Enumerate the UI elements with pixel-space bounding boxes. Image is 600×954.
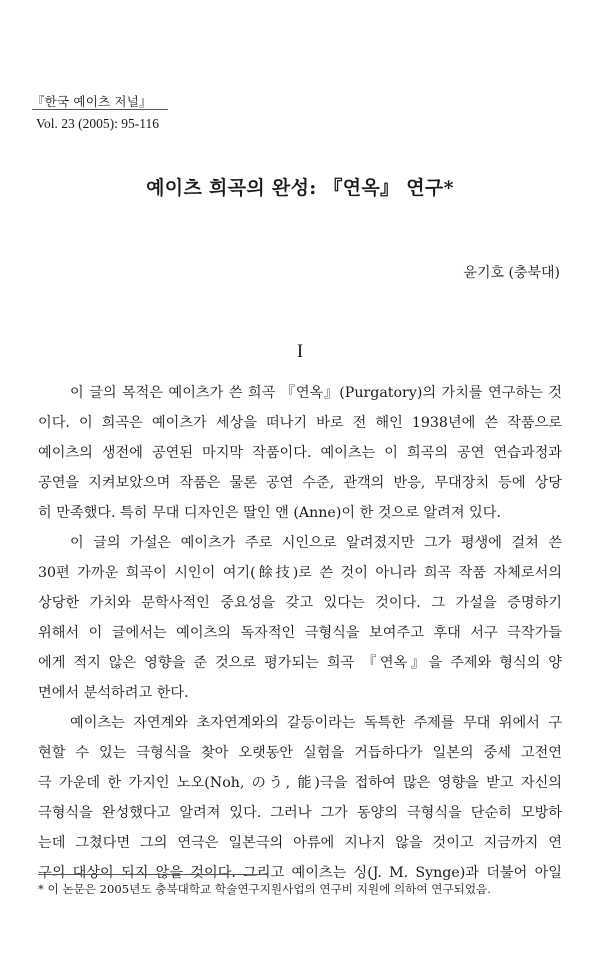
journal-name: 『한국 예이츠 저널』 bbox=[32, 94, 152, 109]
author-line: 윤기호 (충북대) bbox=[463, 265, 560, 281]
journal-rule bbox=[32, 109, 168, 110]
body-line: 현할 수 있는 극형식을 찾아 오랫동안 실험을 거듭하다가 일본의 중세 고전연 bbox=[38, 745, 562, 761]
body-line: 구의 대상이 되지 않을 것이다. 그리고 예이츠는 싱(J. M. Synge)과 더불어 아일 bbox=[38, 865, 562, 881]
body-line: 이 글의 목적은 예이츠가 쓴 희곡 『연옥』(Purgatory)의 가치를 연구하는 것 bbox=[70, 385, 562, 401]
body-line: 공연을 지켜보았으며 작품은 물론 공연 수준, 관객의 반응, 무대장치 등에 상당 bbox=[38, 475, 562, 491]
body-line: 극 가운데 한 가지인 노오(Noh, のう, 能)극을 접하여 많은 영향을 받고 자신의 bbox=[38, 775, 562, 791]
section-number: I bbox=[296, 341, 304, 362]
body-line: 예이츠는 자연계와 초자연계와의 갈등이라는 독특한 주제를 무대 위에서 구 bbox=[70, 715, 562, 731]
paper-title: 예이츠 희곡의 완성: 『연옥』 연구* bbox=[146, 177, 454, 199]
body-line: 히 만족했다. 특히 무대 디자인은 딸인 앤 (Anne)이 한 것으로 알려져 있다. bbox=[38, 505, 501, 521]
body-line: 면에서 분석하려고 한다. bbox=[38, 685, 189, 701]
volume-line: Vol. 23 (2005): 95-116 bbox=[36, 116, 159, 131]
body-line: 극형식을 완성했다고 알려져 있다. 그러나 그가 동양의 극형식을 단순히 모방하 bbox=[38, 805, 562, 821]
body-line: 이다. 이 희곡은 예이츠가 세상을 떠나기 바로 전 해인 1938년에 쓴 작품으로 bbox=[38, 415, 562, 431]
body-line: 예이츠의 생전에 공연된 마지막 작품이다. 예이츠는 이 희곡의 공연 연습과정과 bbox=[38, 445, 562, 461]
body-line: 이 글의 가설은 예이츠가 주로 시인으로 알려졌지만 그가 평생에 걸쳐 쓴 bbox=[70, 535, 562, 551]
body-line: 위해서 이 글에서는 예이츠의 독자적인 극형식을 보여주고 후대 서구 극작가들 bbox=[38, 625, 562, 641]
body-line: 는데 그쳤다면 그의 연극은 일본극의 아류에 지나지 않을 것이고 지금까지 연 bbox=[38, 835, 562, 851]
body-line: 에게 적지 않은 영향을 준 것으로 평가되는 희곡 『연옥』을 주제와 형식의 양 bbox=[38, 655, 562, 671]
body-text bbox=[38, 378, 562, 888]
footnote-rule bbox=[38, 874, 268, 875]
body-line: 상당한 가치와 문학사적인 중요성을 갖고 있다는 것이다. 그 가설을 증명하기 bbox=[38, 595, 562, 611]
body-line: 30편 가까운 희곡이 시인이 여기(餘技)로 쓴 것이 아니라 희곡 작품 자체로서의 bbox=[38, 565, 562, 581]
footnote: * 이 논문은 2005년도 충북대학교 학술연구지원사업의 연구비 지원에 의하여 연구되었음. bbox=[38, 882, 491, 896]
